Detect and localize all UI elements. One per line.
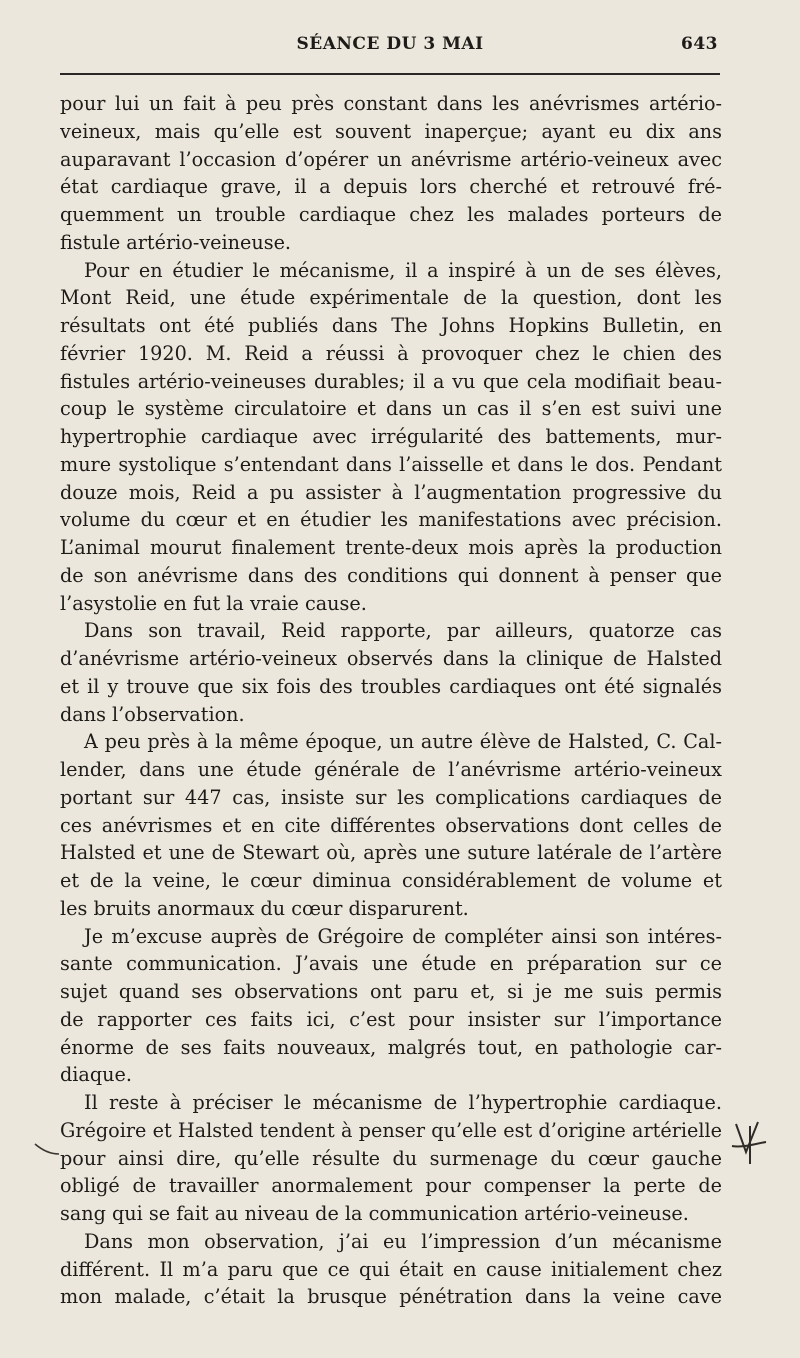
text-line: mure systolique s’entendant dans l’aisselle et dans le dos. Pendant — [60, 452, 722, 476]
text-line: auparavant l’occasion d’opérer un anévrisme artério-veineux avec — [60, 147, 722, 171]
text-line: A peu près à la même époque, un autre élève de Halsted, C. Cal- — [84, 730, 722, 754]
text-line: Pour en étudier le mécanisme, il a inspiré à un de ses élèves, — [84, 258, 722, 282]
text-line: coup le système circulatoire et dans un cas il s’en est suivi une — [60, 397, 722, 421]
text-line: fistule artério-veineuse. — [60, 230, 292, 254]
text-line: Je m’excuse auprès de Grégoire de compléter ainsi son intéres- — [84, 924, 722, 948]
text-line: volume du cœur et en étudier les manifestations avec précision. — [60, 508, 722, 532]
text-line: de rapporter ces faits ici, c’est pour insister sur l’importance — [60, 1007, 722, 1031]
text-line: résultats ont été publiés dans The Johns Hopkins Bulletin, en — [60, 314, 722, 337]
text-line: février 1920. M. Reid a réussi à provoquer chez le chien des — [60, 341, 722, 365]
body-text — [60, 90, 722, 1311]
text-line: dans l’observation. — [60, 702, 245, 726]
text-line: L’animal mourut finalement trente-deux mois après la production — [60, 536, 722, 559]
text-line: de son anévrisme dans des conditions qui donnent à penser que — [60, 563, 722, 587]
handwritten-margin-mark — [728, 1118, 768, 1168]
text-line: énorme de ses faits nouveaux, malgrés tout, en pathologie car- — [60, 1035, 722, 1059]
text-line: portant sur 447 cas, insiste sur les complications cardiaques de — [60, 785, 722, 809]
text-line: sujet quand ses observations ont paru et, si je me suis permis — [60, 980, 722, 1003]
text-line: hypertrophie cardiaque avec irrégularité des battements, mur- — [60, 425, 722, 448]
header-rule — [60, 73, 720, 75]
text-line: Dans mon observation, j’ai eu l’impression d’un mécanisme — [84, 1229, 722, 1253]
text-line: pour ainsi dire, qu’elle résulte du surmenage du cœur gauche — [60, 1146, 722, 1170]
text-line: ces anévrismes et en cite différentes observations dont celles de — [60, 813, 722, 837]
text-line: différent. Il m’a paru que ce qui était en cause initialement chez — [60, 1257, 722, 1281]
text-line: douze mois, Reid a pu assister à l’augmentation progressive du — [60, 480, 722, 504]
text-line: Grégoire et Halsted tendent à penser qu’elle est d’origine artérielle — [60, 1118, 722, 1142]
text-line: et il y trouve que six fois des troubles cardiaques ont été signalés — [60, 674, 722, 698]
running-title: SÉANCE DU 3 MAI — [296, 34, 484, 54]
text-line: sante communication. J’avais une étude en préparation sur ce — [60, 952, 722, 976]
text-line: obligé de travailler anormalement pour compenser la perte de — [60, 1174, 722, 1198]
text-line: et de la veine, le cœur diminua considérablement de volume et — [60, 869, 722, 892]
text-line: état cardiaque grave, il a depuis lors cherché et retrouvé fré- — [60, 175, 722, 199]
text-line: pour lui un fait à peu près constant dans les anévrismes artério- — [60, 92, 722, 115]
text-line: Il reste à préciser le mécanisme de l’hypertrophie cardiaque. — [84, 1091, 722, 1114]
text-line: d’anévrisme artério-veineux observés dans la clinique de Halsted — [60, 647, 722, 670]
page-number: 643 — [681, 34, 718, 54]
text-line: Dans son travail, Reid rapporte, par ailleurs, quatorze cas — [84, 619, 722, 643]
text-line: Mont Reid, une étude expérimentale de la question, dont les — [60, 286, 722, 310]
text-line: mon malade, c’était la brusque pénétration dans la veine cave — [60, 1285, 722, 1309]
text-line: l’asystolie en fut la vraie cause. — [60, 591, 367, 615]
text-line: diaque. — [60, 1063, 132, 1087]
text-line: lender, dans une étude générale de l’anévrisme artério-veineux — [60, 758, 722, 781]
text-line: Halsted et une de Stewart où, après une suture latérale de l’artère — [60, 841, 722, 865]
text-line: veineux, mais qu’elle est souvent inaperçue; ayant eu dix ans — [60, 119, 722, 143]
text-line: fistules artério-veineuses durables; il a vu que cela modifiait beau- — [60, 369, 722, 393]
text-line: les bruits anormaux du cœur disparurent. — [60, 896, 469, 920]
pencil-tick-mark — [34, 1142, 60, 1156]
running-head — [60, 34, 720, 58]
text-line: sang qui se fait au niveau de la communication artério-veineuse. — [60, 1202, 689, 1225]
text-line: quemment un trouble cardiaque chez les malades porteurs de — [60, 203, 722, 226]
